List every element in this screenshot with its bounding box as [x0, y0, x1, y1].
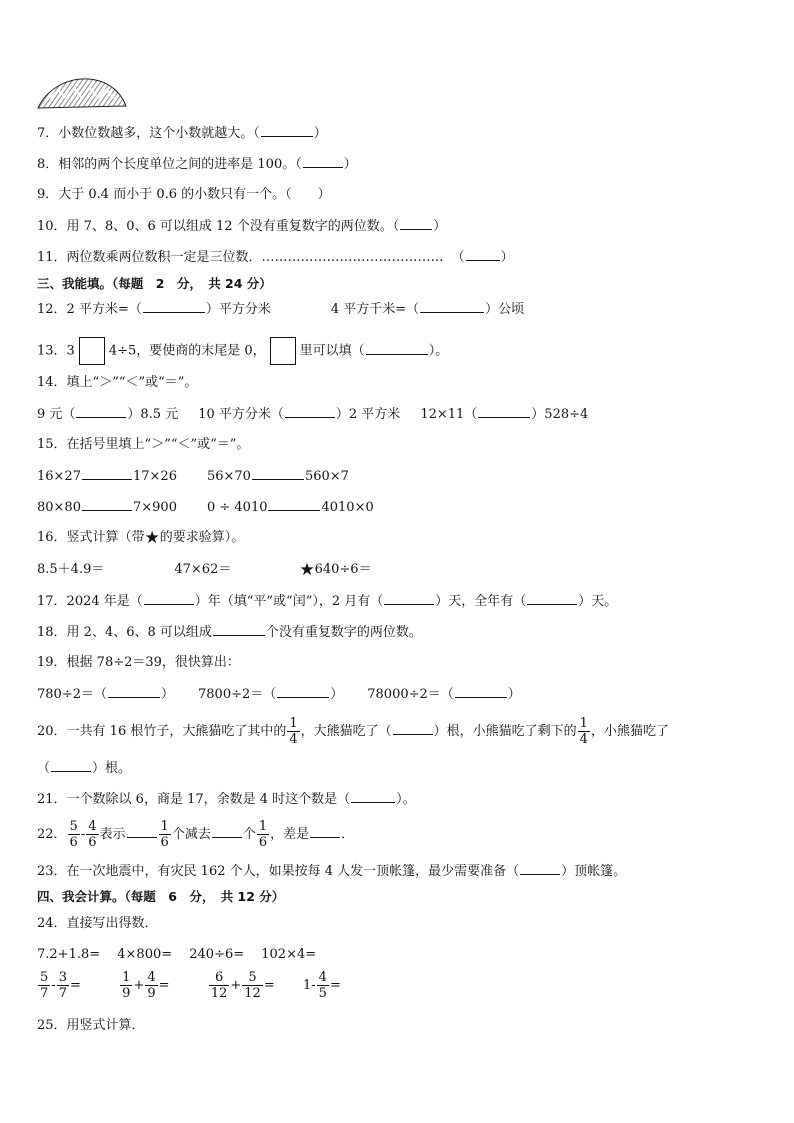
question-24-row-1: 7.2+1.8= 4×800= 240÷6= 102×4=	[37, 947, 317, 962]
answer-blank-17b[interactable]	[384, 592, 434, 605]
question-23: 23．在一次地震中，有灾民 162 个人，如果按每 4 人发一顶帐篷，最少需要准备（ ）顶帐篷。	[37, 864, 627, 879]
question-19: 19．根据 78÷2＝39，很快算出：	[37, 655, 240, 670]
answer-blank-23[interactable]	[520, 862, 560, 875]
digit-box-2[interactable]	[270, 337, 296, 365]
question-14-items: 9 元（ ）8.5 元 10 平方分米（ ）2 平方米 12×11（ ）528÷4	[37, 407, 589, 422]
question-14: 14．填上“＞”“＜”或“＝”。	[37, 375, 198, 390]
question-7: 7．小数位数越多，这个小数就越大。（ ）	[37, 126, 327, 141]
star-icon: ★	[144, 528, 160, 548]
answer-blank-22b[interactable]	[212, 825, 242, 838]
question-15-row-1: 16×27 17×26 56×70 560×7	[37, 469, 349, 484]
question-21: 21．一个数除以 6，商是 17，余数是 4 时这个数是（ ）。	[37, 792, 416, 807]
answer-blank-15d[interactable]	[268, 498, 320, 511]
answer-blank-13[interactable]	[366, 342, 428, 355]
answer-blank-14a[interactable]	[76, 405, 126, 418]
fraction: $\frac{4}{6}$	[88, 819, 97, 850]
fraction: $\frac{1}{4}$	[289, 716, 298, 747]
star-icon: ★	[299, 560, 315, 580]
question-9-text: 9．大于 0.4 而小于 0.6 的小数只有一个。（ ）	[37, 187, 331, 202]
question-13: 13．3 4÷5，要使商的末尾是 0， 里可以填（ ）。	[37, 337, 448, 365]
question-7-text: 7．小数位数越多，这个小数就越大。	[37, 126, 254, 141]
answer-blank-14c[interactable]	[478, 405, 530, 418]
question-8: 8．相邻的两个长度单位之间的进率是 100。（ ）	[37, 157, 357, 172]
cropped-illustration	[36, 76, 128, 112]
fraction: $\frac{4}{5}$	[318, 970, 327, 1001]
answer-blank-19b[interactable]	[277, 685, 329, 698]
answer-blank-12b[interactable]	[420, 300, 484, 313]
answer-blank-10[interactable]	[400, 217, 432, 230]
fraction: $\frac{3}{7}$	[58, 970, 67, 1001]
answer-blank-17a[interactable]	[144, 592, 194, 605]
question-10-text: 10．用 7、8、0、6 可以组成 12 个没有重复数字的两位数。	[37, 219, 393, 234]
question-19-items: 780÷2＝（ ） 7800÷2＝（ ） 78000÷2＝（ ）	[37, 687, 521, 702]
question-11: 11．两位数乘两位数积一定是三位数．…………………………………… （ ）	[37, 250, 514, 265]
question-11-text: 11．两位数乘两位数积一定是三位数．……………………………………	[37, 250, 444, 265]
answer-blank-18[interactable]	[213, 623, 265, 636]
answer-blank-21[interactable]	[351, 790, 395, 803]
question-16: 16．竖式计算（带★的要求验算）。	[37, 528, 245, 548]
answer-blank-15a[interactable]	[82, 467, 132, 480]
question-25: 25．用竖式计算．	[37, 1018, 145, 1033]
question-9	[37, 186, 331, 204]
answer-blank-12a[interactable]	[143, 300, 205, 313]
answer-blank-7[interactable]	[261, 124, 313, 137]
question-18: 18．用 2、4、6、8 可以组成 个没有重复数字的两位数。	[37, 625, 422, 640]
answer-blank-14b[interactable]	[285, 405, 335, 418]
answer-blank-17c[interactable]	[527, 592, 577, 605]
answer-blank-20a[interactable]	[393, 722, 433, 735]
question-15: 15．在括号里填上“＞”“＜”或“＝”。	[37, 437, 250, 452]
digit-box[interactable]	[79, 337, 105, 365]
answer-blank-8[interactable]	[303, 155, 343, 168]
answer-blank-19a[interactable]	[108, 685, 160, 698]
fraction: $\frac{5}{12}$	[244, 970, 261, 1001]
question-12: 12．2 平方米=（ ）平方分米 4 平方千米=（ ）公顷	[37, 302, 525, 317]
answer-blank-22a[interactable]	[127, 825, 157, 838]
fraction: $\frac{5}{7}$	[40, 970, 49, 1001]
answer-blank-20b[interactable]	[51, 759, 91, 772]
question-17: 17．2024 年是（ ）年（填“平”或“闰”），2 月有（ ）天，全年有（ ）天。	[37, 594, 618, 609]
question-8-text: 8．相邻的两个长度单位之间的进率是 100。	[37, 157, 296, 172]
fraction: $\frac{1}{6}$	[258, 819, 268, 850]
question-24: 24．直接写出得数．	[37, 916, 158, 931]
fraction: $\frac{4}{9}$	[147, 970, 156, 1001]
answer-blank-15b[interactable]	[252, 467, 304, 480]
question-15-row-2: 80×80 7×900 0 ÷ 4010 4010×0	[37, 500, 374, 515]
answer-blank-22c[interactable]	[310, 825, 340, 838]
answer-blank-15c[interactable]	[82, 498, 132, 511]
question-24-row-2: $\frac{5}{7}$ - $\frac{3}{7}$ = $\frac{1}{9}$ + $\frac{4}{9}$ = $\frac{6}{12}$ + $\frac{5}{12}$ = 1- $\frac{4}{5}$ =	[40, 970, 341, 1001]
question-20: 20．一共有 16 根竹子，大熊猫吃了其中的 $\frac{1}{4}$ ，大熊猫吃了（ ）根，小熊猫吃了剩下的 $\frac{1}{4}$ ，小熊猫吃了	[37, 716, 669, 747]
section-3-heading: 三、我能填。（每题 2 分， 共 24 分）	[37, 276, 272, 291]
section-4-heading: 四、我会计算。（每题 6 分， 共 12 分）	[37, 889, 285, 904]
question-10: 10．用 7、8、0、6 可以组成 12 个没有重复数字的两位数。（ ）	[37, 219, 447, 234]
fraction: $\frac{1}{6}$	[160, 819, 169, 850]
question-16-items: 8.5＋4.9＝ 47×62＝ ★640÷6＝	[37, 560, 372, 580]
fraction: $\frac{1}{9}$	[122, 970, 131, 1001]
fraction: $\frac{1}{4}$	[579, 716, 588, 747]
question-20-continued: （ ）根。	[37, 761, 132, 776]
fraction: $\frac{6}{12}$	[210, 970, 228, 1001]
answer-blank-11[interactable]	[466, 248, 500, 261]
question-22: 22． $\frac{5}{6}$ - $\frac{4}{6}$ 表示 $\frac{1}{6}$ 个减去 个 $\frac{1}{6}$ ，差是 ．	[37, 819, 355, 850]
answer-blank-19c[interactable]	[455, 685, 507, 698]
fraction: $\frac{5}{6}$	[69, 819, 78, 850]
